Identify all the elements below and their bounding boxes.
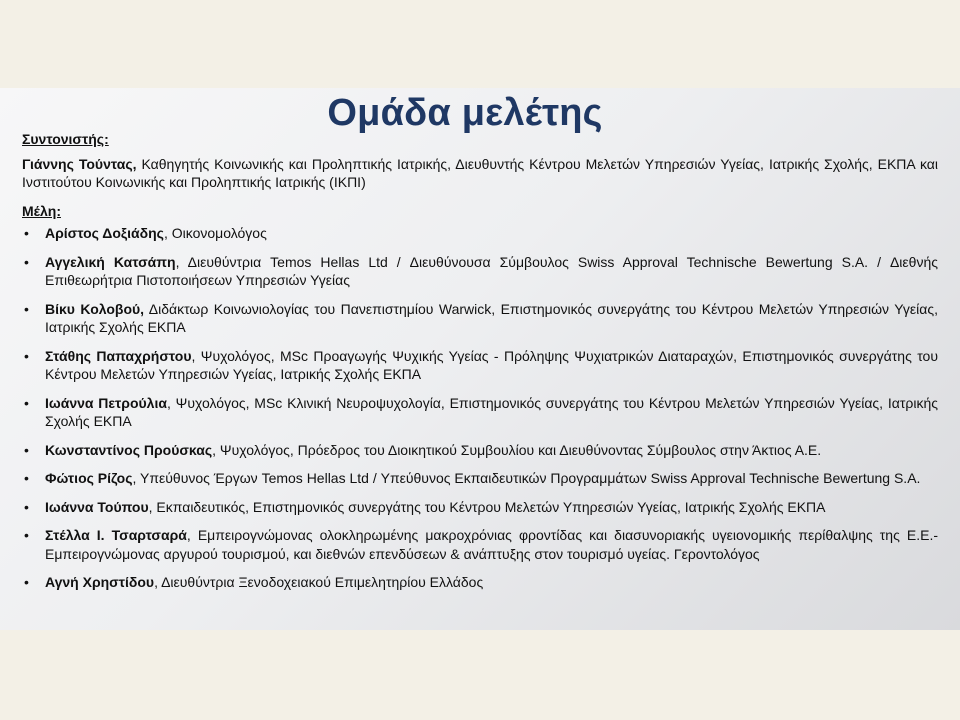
bullet-icon: • xyxy=(24,225,29,241)
member-name: Στάθης Παπαχρήστου xyxy=(45,347,192,364)
coordinator-description: Καθηγητής Κοινωνικής και Προληπτικής Ιατρικής, Διευθυντής Κέντρου Μελετών Υπηρεσιών Υγείας, Ιατρικής Σχολής, ΕΚΠΑ και Ινστιτούτου Κοινωνικής και Προληπτικής Ιατρικής (ΙΚΠΙ) xyxy=(22,155,938,190)
member-name: Βίκυ Κολοβού, xyxy=(45,300,145,317)
list-item xyxy=(22,224,938,243)
member-description: , Διευθύντρια Ξενοδοχειακού Επιμελητηρίου Ελλάδος xyxy=(154,574,484,590)
bullet-icon: • xyxy=(24,470,29,486)
member-name: Στέλλα Ι. Τσαρτσαρά xyxy=(45,527,187,543)
member-name: Ιωάννα Τούπου xyxy=(45,498,149,515)
member-name: Φώτιος Ρίζος xyxy=(45,470,133,486)
member-description: , Οικονομολόγος xyxy=(163,225,267,241)
member-name: Αρίστος Δοξιάδης xyxy=(45,225,164,241)
list-item xyxy=(22,394,938,431)
list-item xyxy=(22,526,938,563)
member-description: , Υπεύθυνος Έργων Temos Hellas Ltd / Υπεύθυνος Εκπαιδευτικών Προγραμμάτων Swiss Approval Technische Bewertung S.A. xyxy=(132,470,921,486)
bullet-icon: • xyxy=(24,300,29,317)
bullet-icon: • xyxy=(24,253,29,270)
bullet-icon: • xyxy=(24,527,29,543)
member-description: Διδάκτωρ Κοινωνιολογίας του Πανεπιστημίου Warwick, Επιστημονικός συνεργάτης του Κέντρου Μελετών Υπηρεσιών Υγείας, Ιατρικής Σχολής ΕΚΠΑ xyxy=(45,300,938,335)
list-item xyxy=(22,469,938,488)
list-item xyxy=(22,573,938,592)
bullet-icon: • xyxy=(24,347,29,364)
coordinator-name: Γιάννης Τούντας, xyxy=(22,155,137,172)
member-name: Ιωάννα Πετρούλια xyxy=(45,394,167,411)
member-description: , Εμπειρογνώμονας ολοκληρωμένης μακροχρόνιας φροντίδας και διασυνοριακής υγειονομικής περίθαλψης της Ε.Ε.- Εμπειρογνώμονας αργυρού τουρισμού, και διεθνών επενδύσεων & ανάπτυξης στον τουρισμό υγείας. Γεροντολόγος xyxy=(45,527,938,562)
member-description: , Ψυχολόγος, MSc Προαγωγής Ψυχικής Υγείας - Πρόληψης Ψυχιατρικών Διαταραχών, Επιστημονικός συνεργάτης του Κέντρου Μελετών Υπηρεσιών Υγείας, Ιατρικής Σχολής ΕΚΠΑ xyxy=(45,347,938,382)
member-name: Αγγελική Κατσάπη xyxy=(45,253,176,270)
slide-title: Ομάδα μελέτης xyxy=(327,92,603,134)
list-item xyxy=(22,300,938,337)
list-item xyxy=(22,347,938,384)
members-list xyxy=(22,224,938,592)
bullet-icon: • xyxy=(24,498,29,515)
bullet-icon: • xyxy=(24,394,29,411)
members-heading: Μέλη: xyxy=(22,202,61,219)
member-description: , Εκπαιδευτικός, Επιστημονικός συνεργάτης του Κέντρου Μελετών Υπηρεσιών Υγείας, Ιατρικής Σχολής ΕΚΠΑ xyxy=(148,498,826,515)
list-item xyxy=(22,253,938,290)
slide-content xyxy=(22,130,938,602)
bullet-icon: • xyxy=(24,441,29,458)
member-name: Αγνή Χρηστίδου xyxy=(45,574,155,590)
member-description: , Ψυχολόγος, MSc Κλινική Νευροψυχολογία, Επιστημονικός συνεργάτης του Κέντρου Μελετών Υπηρεσιών Υγείας, Ιατρικής Σχολής ΕΚΠΑ xyxy=(45,394,938,429)
coordinator-paragraph xyxy=(22,155,938,192)
member-description: , Διευθύντρια Temos Hellas Ltd / Διευθύνουσα Σύμβουλος Swiss Approval Technische Bewertung S.A. / Διεθνής Επιθεωρήτρια Πιστοποιήσεων Υπηρεσιών Υγείας xyxy=(45,253,938,288)
bullet-icon: • xyxy=(24,574,29,590)
list-item xyxy=(22,498,938,517)
coordinator-heading: Συντονιστής: xyxy=(22,131,109,147)
member-description: , Ψυχολόγος, Πρόεδρος του Διοικητικού Συμβουλίου και Διευθύνοντας Σύμβουλος στην Άκτιος Α.Ε. xyxy=(212,441,822,458)
member-name: Κωνσταντίνος Προύσκας xyxy=(45,441,213,458)
list-item xyxy=(22,441,938,460)
